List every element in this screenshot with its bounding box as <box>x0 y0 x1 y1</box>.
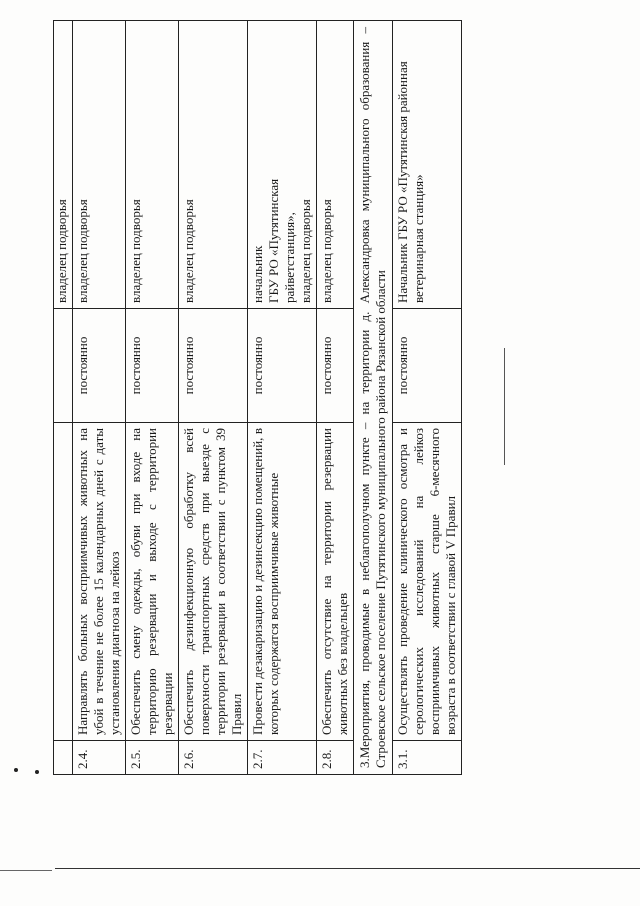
table-row <box>126 21 179 775</box>
row-number: 2.5. <box>126 741 179 775</box>
row-responsible: владелец подворья <box>317 21 354 309</box>
row-number: 2.7. <box>248 741 317 775</box>
cell-term <box>54 309 73 423</box>
responsible-line: начальник <box>250 245 265 303</box>
row-responsible: владелец подворья <box>179 21 248 309</box>
row-action: Осуществлять проведение клинического осмотра и серологических исследований на лейкоз восприимчивых животных старше 6-месячного возраста в соответствии с главой V Правил <box>393 423 462 741</box>
row-action: Обеспечить отсутствие на территории резервации животных без владельцев <box>317 423 354 741</box>
section-heading: 3.Мероприятия, проводимые в неблагополучном пункте – на территории д. Александровка муниципального образования – Строевское сельское поселение Путятинского муниципального района Рязанской области <box>354 21 393 775</box>
responsible-line: райветстанция», <box>282 212 297 303</box>
table-row <box>54 21 73 775</box>
responsible-line: владелец подворья <box>298 199 313 303</box>
section-heading-row <box>354 21 393 775</box>
row-number: 2.8. <box>317 741 354 775</box>
table-row <box>393 21 462 775</box>
row-term: постоянно <box>73 309 126 423</box>
row-action: Направлять больных восприимчивых животных на убой в течение не более 15 календарных дней с даты установления диагноза на лейкоз <box>73 423 126 741</box>
row-action: Провести дезакаризацию и дезинсекцию помещений, в которых содержатся восприимчивые животные <box>248 423 317 741</box>
scan-edge-line <box>55 868 640 869</box>
row-responsible <box>248 21 317 309</box>
cell-responsible: владелец подворья <box>54 21 73 309</box>
measures-table <box>53 20 462 775</box>
scan-speck <box>35 770 39 774</box>
row-term: постоянно <box>126 309 179 423</box>
row-responsible: владелец подворья <box>126 21 179 309</box>
table-row <box>248 21 317 775</box>
row-term: постоянно <box>317 309 354 423</box>
cell-num <box>54 741 73 775</box>
signature-line <box>504 348 505 465</box>
rotated-table-container <box>53 20 458 775</box>
table-row <box>317 21 354 775</box>
row-action: Обеспечить смену одежды, обуви при входе на территорию резервации и выходе с территории резервации <box>126 423 179 741</box>
table-row <box>73 21 126 775</box>
row-number: 3.1. <box>393 741 462 775</box>
row-responsible: владелец подворья <box>73 21 126 309</box>
scan-speck <box>14 768 18 772</box>
cell-action <box>54 423 73 741</box>
row-action: Обеспечить дезинфекционную обработку всей поверхности транспортных средств при выезде с территории резервации в соответствии с пунктом 39 Правил <box>179 423 248 741</box>
row-number: 2.4. <box>73 741 126 775</box>
row-number: 2.6. <box>179 741 248 775</box>
row-term: постоянно <box>179 309 248 423</box>
scan-edge-line <box>0 870 52 871</box>
table-row <box>179 21 248 775</box>
responsible-line: ГБУ РО «Путятинская <box>266 178 281 303</box>
row-term: постоянно <box>393 309 462 423</box>
row-responsible: Начальник ГБУ РО «Путятинская районная ветеринарная станция» <box>393 21 462 309</box>
row-term: постоянно <box>248 309 317 423</box>
